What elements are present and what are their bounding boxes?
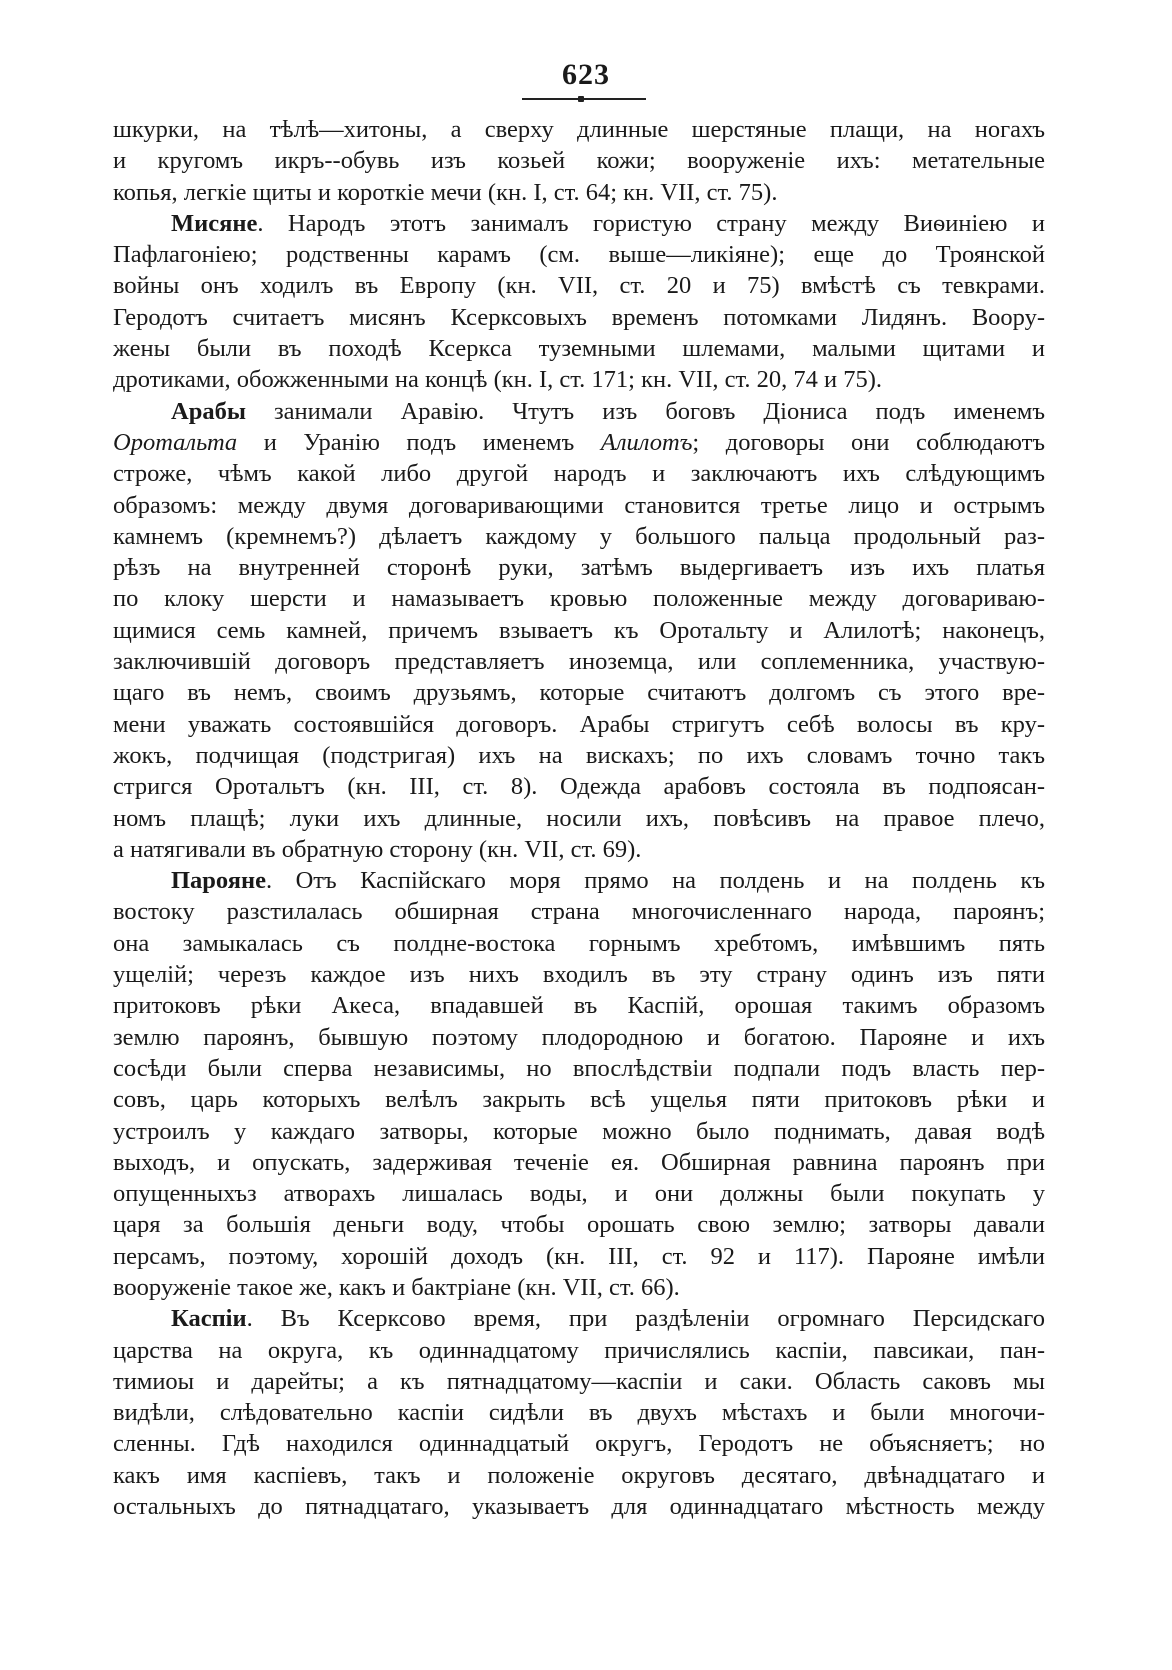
text-run: сосѣди были сперва независимы, но впослѣдствіи подпали подъ власть пер-	[113, 1054, 1045, 1082]
text-run: какъ имя каспіевъ, такъ и положеніе округовъ десятаго, двѣнадцатаго и	[113, 1461, 1045, 1489]
text-run: землю пароянъ, бывшую поэтому плодородною и богатою. Парояне и ихъ	[113, 1023, 1045, 1051]
text-line	[113, 1303, 1045, 1334]
text-line	[113, 208, 1045, 239]
text-run: царства на округа, къ одиннадцатому причислялись каспіи, павсикаи, пан-	[113, 1336, 1045, 1364]
text-run: образомъ: между двумя договаривающими становится третье лицо и острымъ	[113, 491, 1045, 519]
page-number: 623	[562, 58, 610, 91]
text-run: ; договоры они соблюдаютъ	[692, 428, 1045, 456]
text-run: и кругомъ икръ--обувь изъ козьей кожи; вооруженіе ихъ: метательные	[113, 147, 1045, 175]
text-run: сленны. Гдѣ находился одиннадцатый округъ, Геродотъ не объясняетъ; но	[113, 1430, 1045, 1458]
text-line	[113, 1397, 1045, 1428]
text-run: мени уважать состоявшійся договоръ. Арабы стригутъ себѣ волосы въ кру-	[113, 710, 1045, 738]
text-line	[113, 1116, 1045, 1147]
body-text	[113, 114, 1045, 1522]
text-line	[113, 615, 1045, 646]
text-run: . Въ Ксерксово время, при раздѣленіи огромнаго Персидскаго	[246, 1305, 1045, 1333]
text-line	[113, 145, 1045, 176]
text-run: щаго въ немъ, своимъ друзьямъ, которые считаютъ долгомъ съ этого вре-	[113, 679, 1045, 707]
text-line	[113, 239, 1045, 270]
text-line	[113, 1460, 1045, 1491]
text-run: по клоку шерсти и намазываетъ кровью положенные между договариваю-	[113, 585, 1045, 613]
text-line	[113, 490, 1045, 521]
text-run: камнемъ (кремнемъ?) дѣлаетъ каждому у большого пальца продольный раз-	[113, 522, 1045, 550]
italic-term: Оротальта	[113, 428, 238, 456]
text-run: выходъ, и опускать, задерживая теченіе ея. Обширная равнина пароянъ при	[113, 1148, 1045, 1176]
text-run: востоку разстилалась обширная страна многочисленнаго народа, пароянъ;	[113, 898, 1045, 926]
text-run: тимиоы и дарейты; а къ пятнадцатому—каспіи и саки. Область саковъ мы	[113, 1367, 1045, 1395]
text-line	[113, 396, 1045, 427]
text-line	[113, 270, 1045, 301]
text-run: она замыкалась съ полдне-востока горнымъ хребтомъ, имѣвшимъ пять	[113, 929, 1045, 957]
text-run: занимали Аравію. Чтутъ изъ боговъ Діониса подъ именемъ	[245, 397, 1045, 425]
text-line	[113, 709, 1045, 740]
text-line	[113, 114, 1045, 145]
text-run: притоковъ рѣки Акеса, впадавшей въ Каспій, орошая такимъ образомъ	[113, 992, 1045, 1020]
text-line	[113, 1491, 1045, 1522]
section-heading: Арабы	[171, 397, 246, 425]
text-run: номъ плащѣ; луки ихъ длинные, носили ихъ, повѣсивъ на правое плечо,	[113, 804, 1045, 832]
section-heading: Парояне	[171, 867, 266, 895]
text-run: копья, легкіе щиты и короткіе мечи (кн. I, ст. 64; кн. VII, ст. 75).	[113, 178, 778, 206]
text-run: царя за большія деньги воду, чтобы орошать свою землю; затворы давали	[113, 1211, 1045, 1239]
section-heading: Мисяне	[171, 209, 258, 237]
text-run: Пафлагоніею; родственны карамъ (см. выше—ликіяне); еще до Троянской	[113, 241, 1045, 269]
text-run: вооруженіе такое же, какъ и бактріане (кн. VII, ст. 66).	[113, 1273, 680, 1301]
italic-term: Алилотъ	[600, 428, 693, 456]
text-line	[113, 896, 1045, 927]
text-line	[113, 521, 1045, 552]
page-number-rule-ornament	[578, 96, 584, 102]
text-run: шкурки, на тѣлѣ—хитоны, а сверху длинные шерстяные плащи, на ногахъ	[113, 116, 1045, 143]
text-run: войны онъ ходилъ въ Европу (кн. VII, ст. 20 и 75) вмѣстѣ съ тевкрами.	[113, 272, 1045, 300]
text-run: дротиками, обожженными на концѣ (кн. I, ст. 171; кн. VII, ст. 20, 74 и 75).	[113, 366, 882, 394]
text-run: . Народъ этотъ занималъ гористую страну между Виѳиніею и	[257, 209, 1045, 237]
text-line	[113, 177, 1045, 208]
text-line	[113, 834, 1045, 865]
text-run: жокъ, подчищая (подстригая) ихъ на вискахъ; по ихъ словамъ точно такъ	[113, 741, 1045, 769]
text-run: щимися семь камней, причемъ взываетъ къ Оротальту и Алилотѣ; наконецъ,	[113, 616, 1045, 644]
text-line	[113, 1147, 1045, 1178]
text-run: а натягивали въ обратную сторону (кн. VII, ст. 69).	[113, 835, 642, 863]
text-line	[113, 990, 1045, 1021]
text-run: устроилъ у каждаго затворы, которые можно было поднимать, давая водѣ	[113, 1117, 1045, 1145]
text-run: опущенныхъз атворахъ лишалась воды, и они должны были покупать у	[113, 1180, 1045, 1208]
text-line	[113, 865, 1045, 896]
text-run: персамъ, поэтому, хорошій доходъ (кн. III, ст. 92 и 117). Парояне имѣли	[113, 1242, 1045, 1270]
text-line	[113, 1366, 1045, 1397]
text-line	[113, 302, 1045, 333]
text-line	[113, 583, 1045, 614]
text-line	[113, 928, 1045, 959]
text-run: Геродотъ считаетъ мисянъ Ксерксовыхъ временъ потомками Лидянъ. Воору-	[113, 303, 1045, 331]
text-run: совъ, царь которыхъ велѣлъ закрыть всѣ ущелья пяти притоковъ рѣки и	[113, 1086, 1045, 1114]
text-line	[113, 552, 1045, 583]
text-line	[113, 364, 1045, 395]
text-line	[113, 771, 1045, 802]
text-run: рѣзъ на внутренней сторонѣ руки, затѣмъ выдергиваетъ изъ ихъ платья	[113, 554, 1045, 582]
section-heading: Каспіи	[171, 1305, 247, 1333]
text-run: . Отъ Каспійскаго моря прямо на полдень и на полдень къ	[265, 867, 1045, 895]
text-line	[113, 740, 1045, 771]
text-line	[113, 458, 1045, 489]
page-number-rule	[522, 98, 646, 100]
text-line	[113, 646, 1045, 677]
text-line	[113, 1428, 1045, 1459]
text-line	[113, 959, 1045, 990]
text-line	[113, 677, 1045, 708]
text-run: жены были въ походѣ Ксеркса туземными шлемами, малыми щитами и	[113, 335, 1045, 363]
text-line	[113, 333, 1045, 364]
text-run: и Уранію подъ именемъ	[237, 428, 601, 456]
text-line	[113, 803, 1045, 834]
text-run: строже, чѣмъ какой либо другой народъ и заключаютъ ихъ слѣдующимъ	[113, 460, 1045, 488]
text-run: видѣли, слѣдовательно каспіи сидѣли въ двухъ мѣстахъ и были многочи-	[113, 1399, 1045, 1427]
text-line	[113, 1272, 1045, 1303]
text-line	[113, 1053, 1045, 1084]
text-line	[113, 1209, 1045, 1240]
text-line	[113, 1178, 1045, 1209]
text-line	[113, 1335, 1045, 1366]
text-run: заключившій договоръ представляетъ иноземца, или соплеменника, участвую-	[113, 648, 1045, 676]
text-line	[113, 1022, 1045, 1053]
text-run: ущелій; черезъ каждое изъ нихъ входилъ въ эту страну одинъ изъ пяти	[113, 961, 1045, 989]
text-line	[113, 427, 1045, 458]
text-line	[113, 1241, 1045, 1272]
text-run: стригся Оротальтъ (кн. III, ст. 8). Одежда арабовъ состояла въ подпоясан-	[113, 773, 1045, 801]
text-line	[113, 1084, 1045, 1115]
text-run: остальныхъ до пятнадцатаго, указываетъ для одиннадцатаго мѣстность между	[113, 1493, 1045, 1521]
